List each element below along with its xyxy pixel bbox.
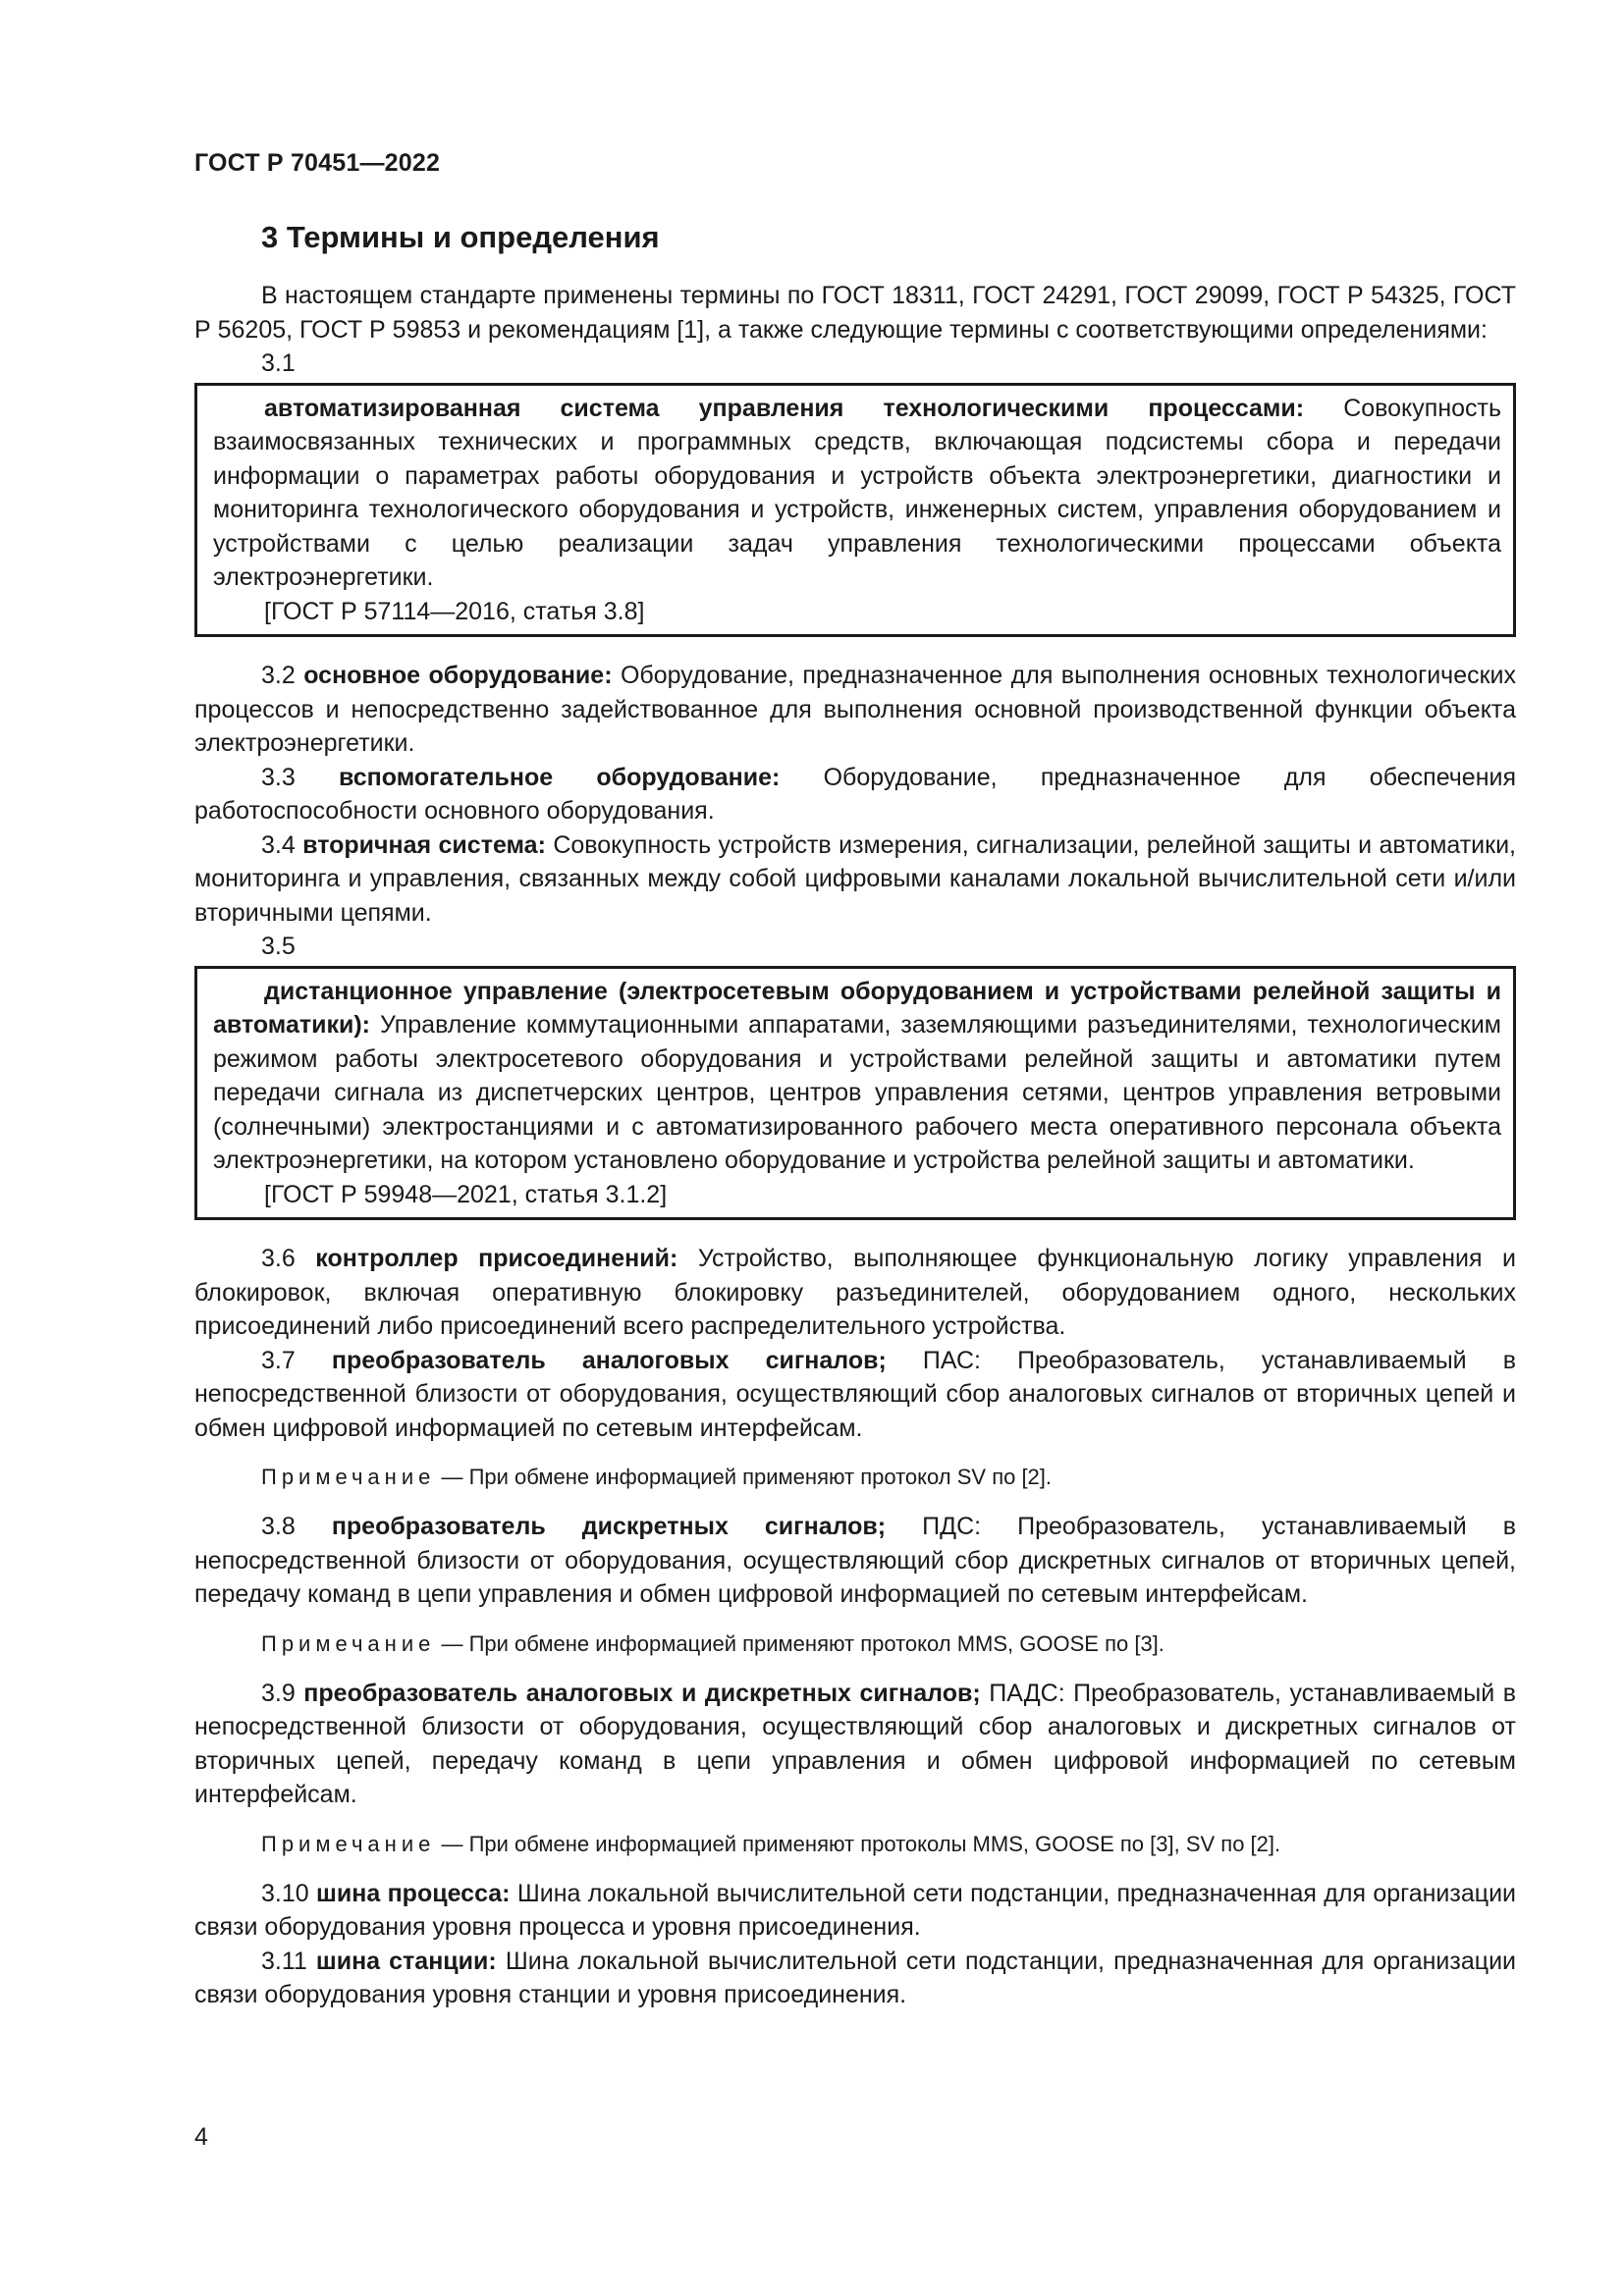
term-entry-3-3 [194, 761, 1516, 828]
term-number-3-7: 3.7 [261, 1346, 332, 1374]
note-text-3-9: — При обмене информацией применяют протоколы MMS, GOOSE по [3], SV по [2]. [435, 1831, 1281, 1856]
note-label-3-7: Примечание [261, 1465, 436, 1489]
term-number-3-5: 3.5 [261, 933, 296, 960]
term-entry-3-7 [194, 1344, 1516, 1446]
intro-paragraph: В настоящем стандарте применены термины по ГОСТ 18311, ГОСТ 24291, ГОСТ 29099, ГОСТ Р 54325, ГОСТ Р 56205, ГОСТ Р 59853 и рекомендациям [1], а также следующие термины с соответствующими определениями: [194, 282, 1516, 344]
term-3-5: дистанционное управление (электросетевым оборудованием и устройствами релейной защиты и автоматики): [213, 977, 1501, 1039]
term-number-3-8: 3.8 [261, 1513, 332, 1540]
document-header: ГОСТ Р 70451—2022 [194, 149, 441, 177]
term-entry-3-2 [194, 659, 1516, 761]
definition-3-10: Шина локальной вычислительной сети подстанции, предназначенная для организации связи оборудования уровня процесса и уровня присоединения. [194, 1879, 1517, 1941]
page-number: 4 [194, 2123, 208, 2151]
term-number-3-4: 3.4 [261, 830, 303, 859]
term-entry-3-8 [194, 1510, 1516, 1612]
note-text-3-8: — При обмене информацией применяют протокол MMS, GOOSE по [3]. [435, 1630, 1164, 1656]
term-entry-3-9 [194, 1677, 1516, 1812]
term-entry-3-6 [194, 1242, 1516, 1344]
term-3-7: преобразователь аналоговых сигналов; [331, 1346, 887, 1374]
note-label-3-8: Примечание [261, 1630, 436, 1656]
source-3-1: [ГОСТ Р 57114—2016, статья 3.8] [264, 597, 645, 625]
term-box-3-1 [194, 383, 1516, 638]
term-number-3-11: 3.11 [261, 1947, 316, 1975]
term-3-6: контроллер присоединений: [315, 1245, 678, 1272]
term-entry-3-10 [194, 1877, 1516, 1945]
term-number-3-10: 3.10 [261, 1879, 317, 1907]
source-3-5: [ГОСТ Р 59948—2021, статья 3.1.2] [264, 1180, 668, 1208]
term-3-1: автоматизированная система управления технологическими процессами: [264, 394, 1305, 422]
term-3-4: вторичная система: [302, 830, 546, 859]
note-3-8 [194, 1629, 1516, 1659]
term-box-3-5 [194, 966, 1516, 1221]
term-number-3-2: 3.2 [261, 662, 304, 689]
term-3-2: основное оборудование: [303, 662, 613, 689]
definition-3-5: Управление коммутационными аппаратами, заземляющими разъединителями, технологическим режимом работы электросетевого оборудования и устройствами релейной защиты и автоматики путем передачи сигнала из диспетчерских центров, центров управления сетями, центров управления ветровыми (солнечными) электростанциями и с автоматизированного рабочего места оперативного персонала объекта электроэнергетики, на котором установлено оборудование и устройства релейной защиты и автоматики. [213, 1011, 1501, 1174]
definition-3-9: ПАДС: Преобразователь, устанавливаемый в непосредственной близости от оборудования, осуществляющий сбор аналоговых и дискретных сигналов от вторичных цепей, передачу команд в цепи управления и обмен цифровой информацией по сетевым интерфейсам. [194, 1679, 1516, 1808]
term-number-3-6: 3.6 [261, 1245, 316, 1272]
definition-3-3: Оборудование, предназначенное для обеспечения работоспособности основного оборудования. [194, 763, 1516, 825]
definition-3-2: Оборудование, предназначенное для выполнения основных технологических процессов и непосредственно задействованное для выполнения основной производственной функции объекта электроэнергетики. [194, 662, 1517, 757]
term-3-11: шина станции: [315, 1947, 497, 1975]
term-entry-3-11 [194, 1945, 1516, 2012]
document-body [194, 218, 1516, 2012]
note-3-7 [194, 1463, 1516, 1492]
definition-3-7: ПАС: Преобразователь, устанавливаемый в непосредственной близости от оборудования, осуществляющий сбор аналоговых сигналов от вторичных цепей и обмен цифровой информацией по сетевым интерфейсам. [194, 1346, 1516, 1442]
section-title: 3 Термины и определения [261, 220, 660, 254]
term-entry-3-4 [194, 828, 1516, 931]
term-number-3-1: 3.1 [261, 349, 296, 377]
term-number-3-3: 3.3 [261, 763, 339, 791]
note-text-3-7: — При обмене информацией применяют протокол SV по [2]. [435, 1465, 1053, 1489]
definition-3-4: Совокупность устройств измерения, сигнализации, релейной защиты и автоматики, мониторинга и управления, связанных между собой цифровыми каналами локальной вычислительной сети и/или вторичными цепями. [194, 830, 1516, 927]
term-3-8: преобразователь дискретных сигналов; [331, 1513, 887, 1540]
note-label-3-9: Примечание [261, 1831, 436, 1856]
term-3-10: шина процесса: [316, 1879, 511, 1907]
term-entry-3-1 [213, 392, 1501, 595]
definition-3-8: ПДС: Преобразователь, устанавливаемый в непосредственной близости от оборудования, осуществляющий сбор дискретных сигналов от вторичных цепей, передачу команд в цепи управления и обмен цифровой информацией по сетевым интерфейсам. [194, 1513, 1516, 1608]
term-3-3: вспомогательное оборудование: [339, 763, 781, 791]
definition-3-1: Совокупность взаимосвязанных технических и программных средств, включающая подсистемы сбора и передачи информации о параметрах работы оборудования и устройств объекта электроэнергетики, диагностики и мониторинга технологического оборудования и устройств, инженерных систем, управления оборудованием и устройствами с целью реализации задач управления технологическими процессами объекта электроэнергетики. [213, 394, 1501, 591]
term-entry-3-5 [213, 975, 1501, 1178]
term-number-3-9: 3.9 [261, 1679, 304, 1707]
definition-3-6: Устройство, выполняющее функциональную логику управления и блокировок, включая оперативную блокировку разъединителей, оборудованием одного, нескольких присоединений либо присоединений всего распределительного устройства. [194, 1245, 1516, 1340]
note-3-9 [194, 1830, 1516, 1859]
definition-3-11: Шина локальной вычислительной сети подстанции, предназначенная для организации связи оборудования уровня станции и уровня присоединения. [194, 1947, 1517, 2008]
term-3-9: преобразователь аналоговых и дискретных сигналов; [303, 1679, 981, 1707]
